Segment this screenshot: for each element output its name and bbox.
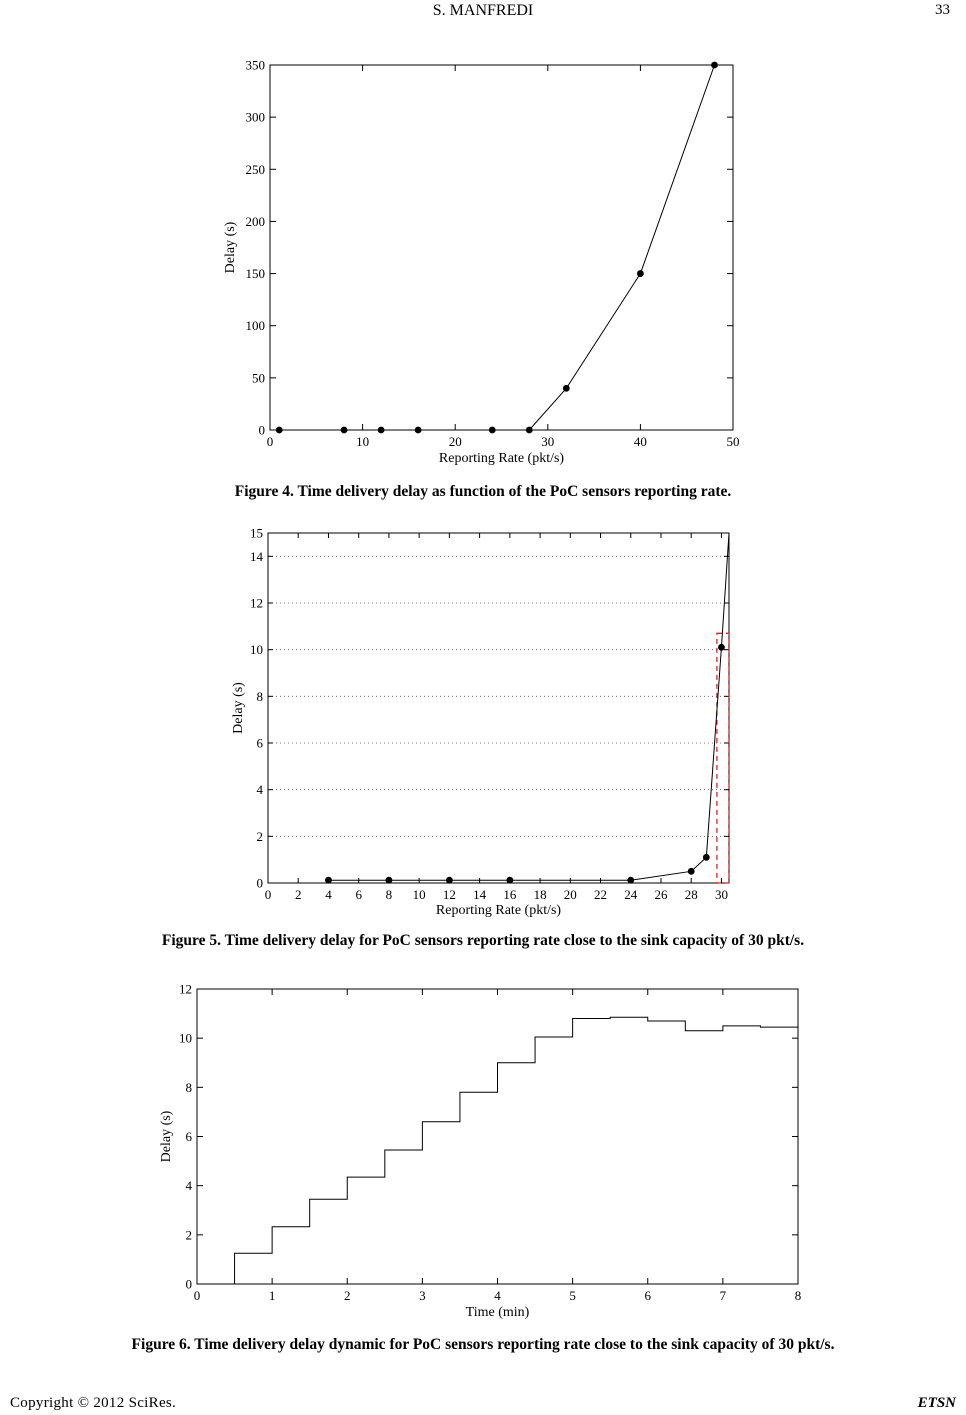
y-tick-label: 4 xyxy=(185,1178,192,1194)
y-tick-label: 8 xyxy=(185,1079,192,1095)
y-tick-label: 6 xyxy=(256,735,263,751)
y-tick-label: 250 xyxy=(245,161,265,177)
x-axis-label: Time (min) xyxy=(465,1305,530,1320)
y-tick-label: 2 xyxy=(256,828,263,844)
x-tick-label: 6 xyxy=(355,887,362,902)
x-tick-label: 4 xyxy=(494,1288,501,1303)
x-tick-label: 1 xyxy=(268,1288,276,1303)
figure-4-caption: Figure 4. Time delivery delay as function of the PoC sensors reporting rate. xyxy=(234,483,732,500)
x-tick-label: 28 xyxy=(684,887,698,902)
x-tick-label: 24 xyxy=(624,887,638,902)
y-tick-label: 12 xyxy=(179,981,192,997)
page-footer xyxy=(0,1395,966,1415)
x-tick-label: 22 xyxy=(594,887,608,902)
x-tick-label: 40 xyxy=(633,434,647,449)
y-tick-label: 150 xyxy=(245,266,265,282)
y-axis-label: Delay (s) xyxy=(159,1110,174,1163)
x-tick-label: 8 xyxy=(794,1288,802,1303)
y-tick-label: 300 xyxy=(245,109,265,125)
y-tick-label: 12 xyxy=(250,595,263,611)
y-tick-label: 200 xyxy=(245,213,265,229)
x-tick-label: 2 xyxy=(344,1288,351,1303)
y-tick-label: 10 xyxy=(179,1030,192,1046)
x-tick-label: 2 xyxy=(294,887,302,902)
plot-frame xyxy=(197,989,798,1284)
x-tick-label: 7 xyxy=(719,1288,727,1303)
y-tick-label: 14 xyxy=(250,548,263,564)
y-tick-label: 4 xyxy=(256,782,263,798)
y-tick-label: 0 xyxy=(256,875,263,891)
y-tick-label: 10 xyxy=(250,642,263,658)
x-axis-label: Reporting Rate (pkt/s) xyxy=(435,903,562,918)
y-tick-label: 6 xyxy=(185,1129,192,1144)
x-axis-label: Reporting Rate (pkt/s) xyxy=(438,451,565,466)
x-tick-label: 20 xyxy=(563,887,577,902)
journal-abbreviation: ETSN xyxy=(917,1395,956,1411)
figure-6-caption: Figure 6. Time delivery delay dynamic for PoC sensors reporting rate close to the sink capacity of 30 pkt/s. xyxy=(131,1336,835,1353)
x-tick-label: 10 xyxy=(356,434,370,449)
running-head-author: S. MANFREDI xyxy=(432,2,534,19)
x-tick-label: 6 xyxy=(644,1288,651,1303)
y-tick-label: 100 xyxy=(245,318,265,334)
x-tick-label: 14 xyxy=(473,887,487,902)
series-line xyxy=(235,1017,798,1284)
x-tick-label: 18 xyxy=(533,887,547,902)
y-tick-label: 0 xyxy=(185,1276,192,1292)
x-tick-label: 26 xyxy=(654,887,668,902)
x-tick-label: 20 xyxy=(448,434,462,449)
y-tick-label: 350 xyxy=(245,57,265,73)
x-tick-label: 5 xyxy=(569,1288,576,1303)
x-tick-label: 50 xyxy=(726,434,740,449)
figure-5-caption: Figure 5. Time delivery delay for PoC sensors reporting rate close to the sink capacity of 30 pkt/s. xyxy=(161,932,805,949)
x-tick-label: 12 xyxy=(442,887,456,902)
copyright-notice: Copyright © 2012 SciRes. xyxy=(10,1395,177,1411)
x-tick-label: 0 xyxy=(266,434,274,449)
y-tick-label: 0 xyxy=(258,422,265,438)
x-tick-label: 30 xyxy=(541,434,555,449)
y-axis-label: Delay (s) xyxy=(231,682,246,734)
x-tick-label: 10 xyxy=(412,887,426,902)
page-number: 33 xyxy=(935,2,950,18)
x-tick-label: 0 xyxy=(264,887,272,902)
y-tick-label: 50 xyxy=(252,370,265,386)
y-tick-label: 15 xyxy=(250,525,263,541)
x-tick-label: 30 xyxy=(714,887,728,902)
x-tick-label: 0 xyxy=(193,1288,201,1303)
x-tick-label: 8 xyxy=(385,887,393,902)
x-tick-label: 3 xyxy=(419,1288,426,1303)
x-tick-label: 4 xyxy=(325,887,332,902)
y-tick-label: 8 xyxy=(256,688,263,704)
x-tick-label: 16 xyxy=(503,887,517,902)
y-axis-label: Delay (s) xyxy=(223,221,238,274)
y-tick-label: 2 xyxy=(185,1227,192,1243)
